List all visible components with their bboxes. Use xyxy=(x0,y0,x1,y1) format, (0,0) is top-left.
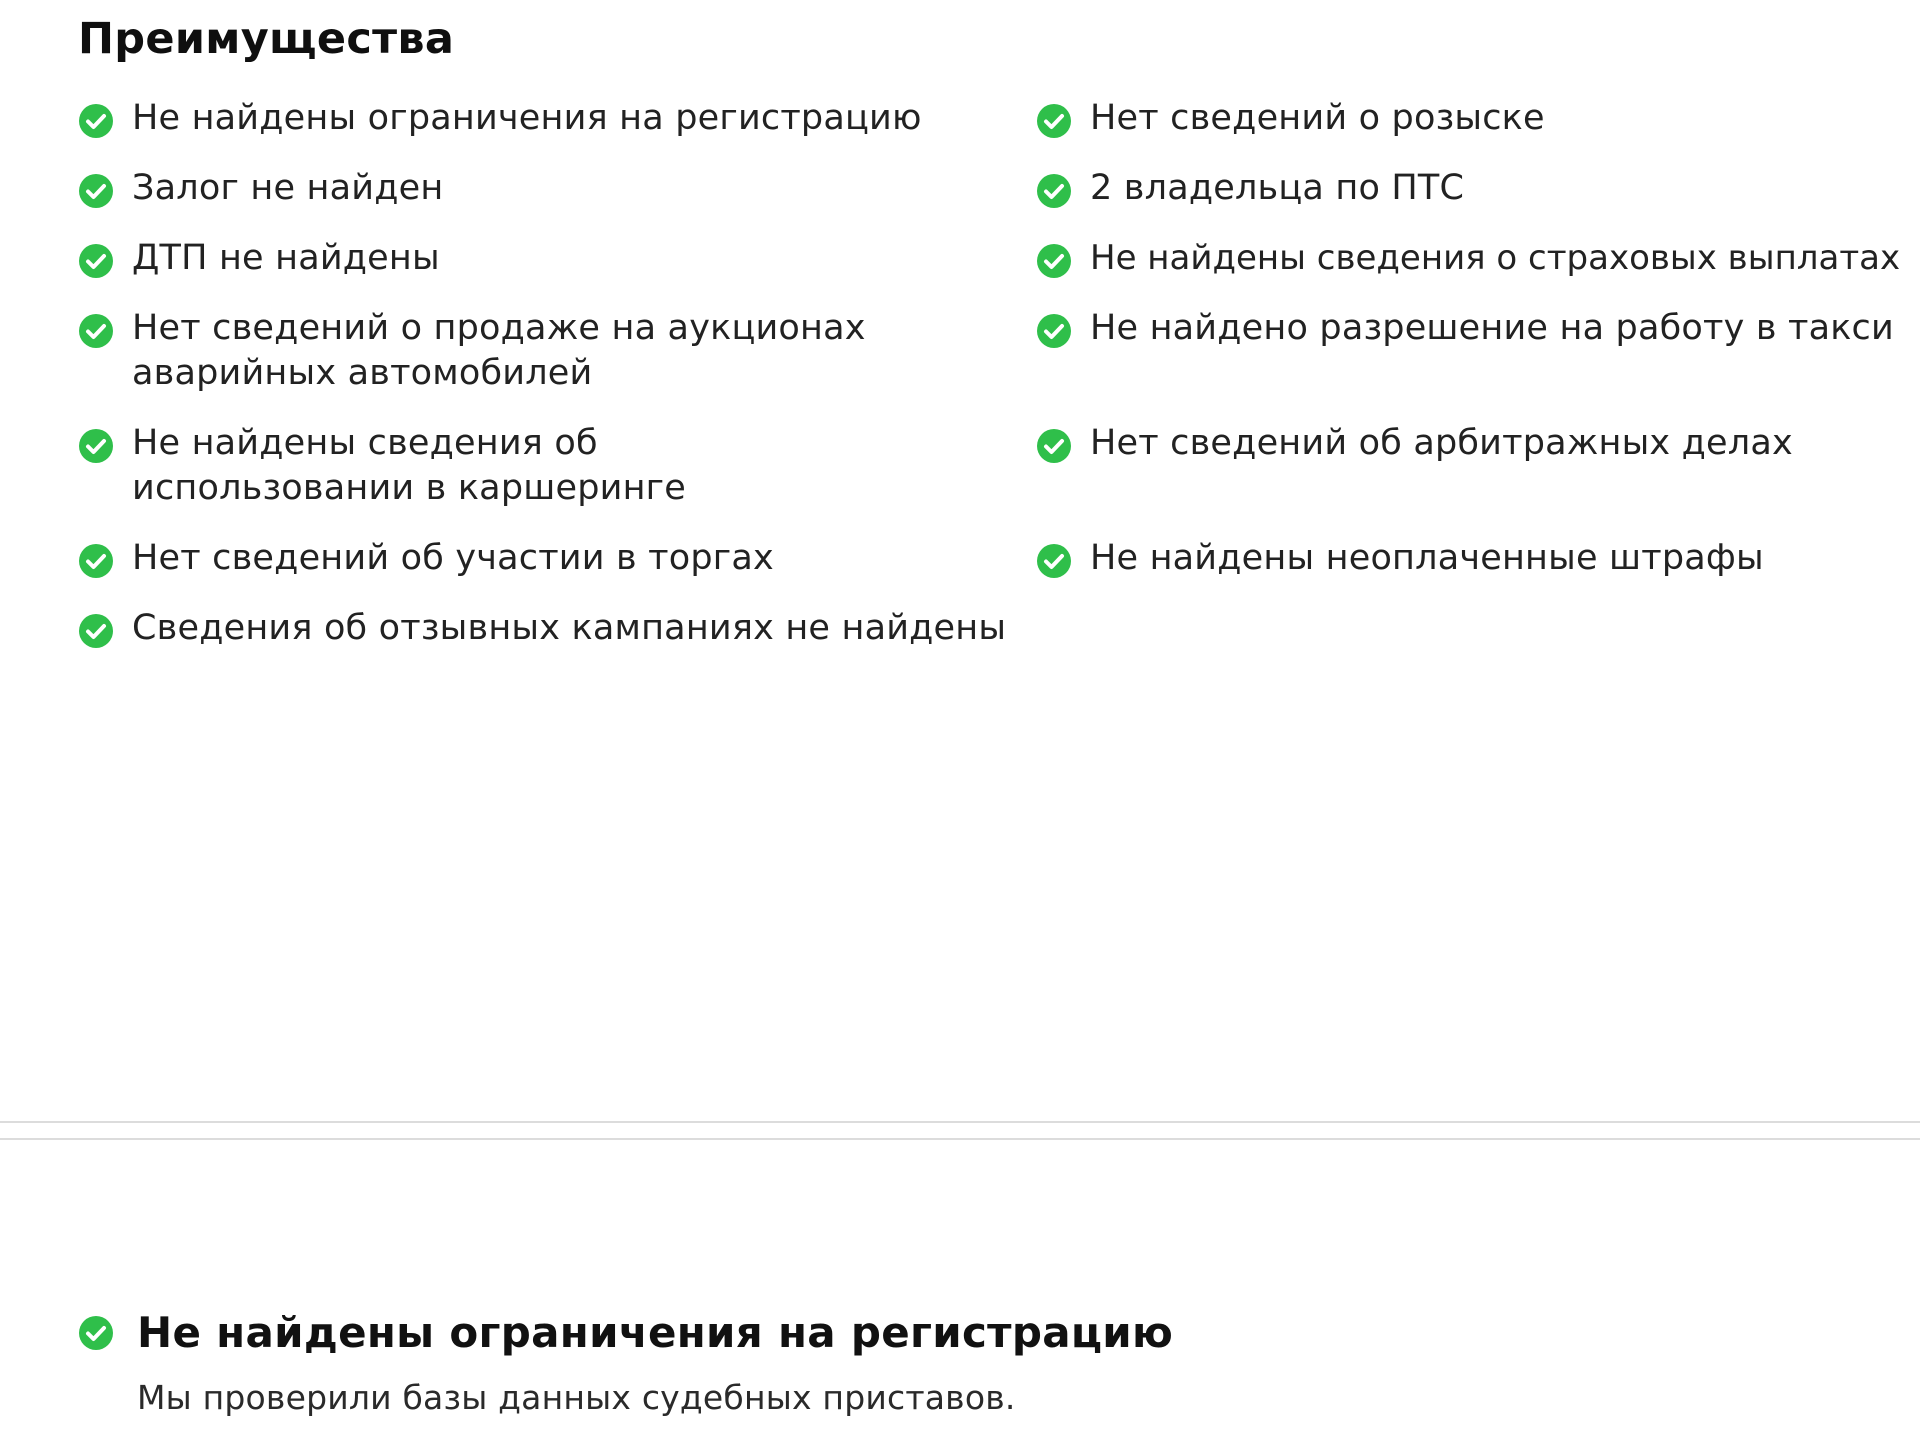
check-circle-icon xyxy=(78,103,114,139)
advantage-item xyxy=(78,236,982,281)
advantage-text: Залог не найден xyxy=(132,168,444,208)
advantage-item xyxy=(78,421,872,511)
advantage-item xyxy=(1036,96,1910,141)
advantage-item xyxy=(1036,166,1910,211)
check-circle-icon xyxy=(78,543,114,579)
advantage-text: Нет сведений об арбитражных делах xyxy=(1090,423,1793,463)
advantage-text: Не найдены сведения об использовании в каршеринге xyxy=(132,423,686,508)
check-circle-icon xyxy=(1036,543,1072,579)
advantage-item xyxy=(1036,236,1920,281)
detail-section xyxy=(78,1308,1878,1417)
advantage-text: Сведения об отзывных кампаниях не найдены xyxy=(132,608,1007,648)
advantage-item xyxy=(1036,421,1910,466)
advantage-item xyxy=(1036,306,1920,351)
detail-title: Не найдены ограничения на регистрацию xyxy=(137,1308,1174,1357)
advantage-text: Не найдены ограничения на регистрацию xyxy=(132,98,922,138)
check-circle-icon xyxy=(78,1315,114,1351)
check-circle-icon xyxy=(78,313,114,349)
divider xyxy=(0,1121,1920,1123)
divider xyxy=(0,1138,1920,1140)
advantage-text: Нет сведений о продаже на аукционах аварийных автомобилей xyxy=(132,308,866,393)
check-circle-icon xyxy=(78,243,114,279)
detail-header xyxy=(78,1308,1878,1357)
check-circle-icon xyxy=(1036,428,1072,464)
advantage-text: ДТП не найдены xyxy=(132,238,440,278)
advantage-item xyxy=(78,306,992,396)
check-circle-icon xyxy=(1036,103,1072,139)
check-circle-icon xyxy=(78,613,114,649)
advantage-text: Не найдено разрешение на работу в такси xyxy=(1090,308,1894,348)
detail-description: Мы проверили базы данных судебных приставов. xyxy=(137,1378,1016,1417)
check-circle-icon xyxy=(78,173,114,209)
advantage-text: 2 владельца по ПТС xyxy=(1090,168,1465,208)
check-circle-icon xyxy=(1036,243,1072,279)
check-circle-icon xyxy=(78,428,114,464)
advantage-text: Нет сведений о розыске xyxy=(1090,98,1545,138)
advantage-item xyxy=(78,606,1032,651)
check-circle-icon xyxy=(1036,313,1072,349)
check-circle-icon xyxy=(1036,173,1072,209)
advantage-item xyxy=(78,536,982,581)
advantage-text: Нет сведений об участии в торгах xyxy=(132,538,774,578)
advantage-text: Не найдены неоплаченные штрафы xyxy=(1090,538,1764,578)
advantage-item xyxy=(78,166,982,211)
advantage-text: Не найдены сведения о страховых выплатах xyxy=(1090,238,1901,278)
advantages-title: Преимущества xyxy=(78,14,455,64)
advantage-item xyxy=(1036,536,1910,581)
advantage-item xyxy=(78,96,982,141)
